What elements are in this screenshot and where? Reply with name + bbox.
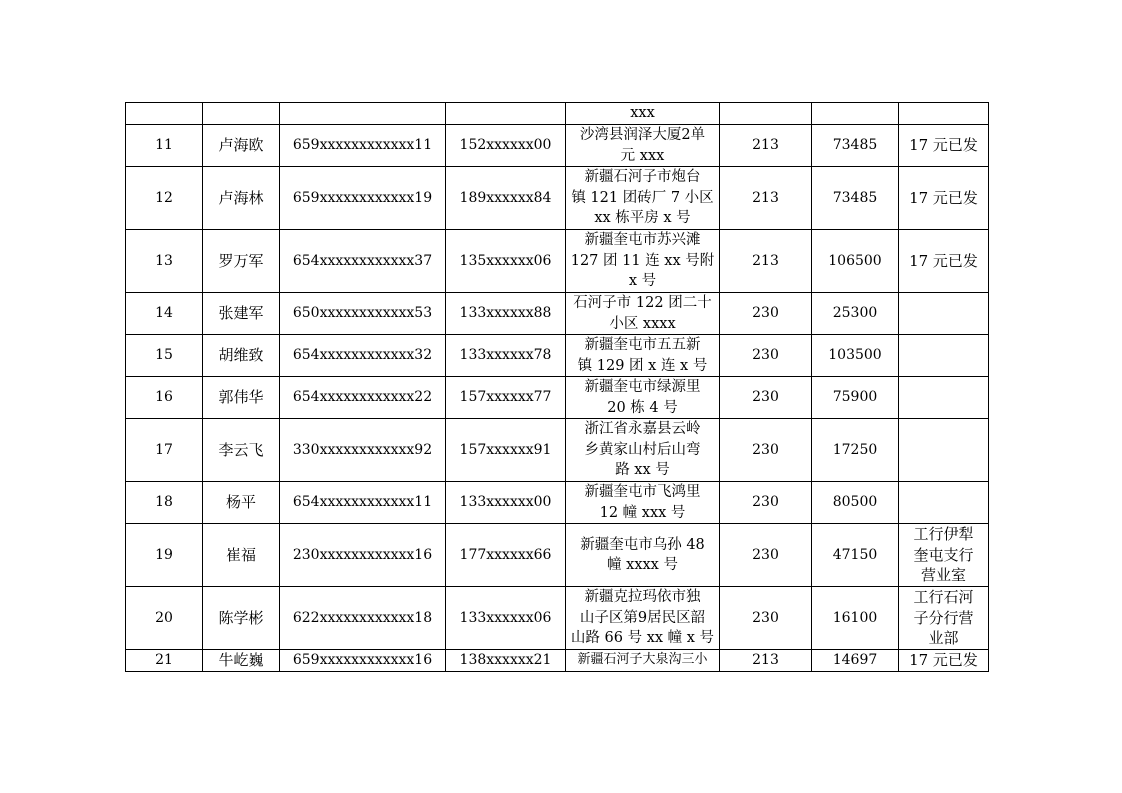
address-line: 乡黄家山村后山弯 [584, 441, 701, 458]
cell-amount: 103500 [812, 335, 899, 377]
cell-code: 230 [720, 377, 812, 419]
cell-remark [899, 482, 989, 524]
cell-address [566, 293, 720, 335]
cell-remark [899, 377, 989, 419]
cell-amount: 17250 [812, 419, 899, 482]
address-line: 小区 xxxx [609, 315, 676, 332]
cell-phone: 133xxxxxx06 [446, 587, 566, 650]
cell-amount: 75900 [812, 377, 899, 419]
table-row-top [126, 103, 989, 125]
remark-line: 奎屯支行 [913, 545, 974, 564]
cell-id: 659xxxxxxxxxxxx16 [280, 650, 446, 672]
cell-no [126, 103, 203, 125]
cell-id: 650xxxxxxxxxxxx53 [280, 293, 446, 335]
remark-line: 工行伊犁 [913, 525, 974, 544]
cell-code: 213 [720, 125, 812, 167]
cell-no: 21 [126, 650, 203, 672]
cell-id: 330xxxxxxxxxxxx92 [280, 419, 446, 482]
cell-name: 杨平 [203, 482, 280, 524]
cell-address [566, 419, 720, 482]
cell-code: 213 [720, 167, 812, 230]
cell-address [566, 587, 720, 650]
table-row [126, 167, 989, 230]
cell-code: 213 [720, 650, 812, 672]
table-row [126, 125, 989, 167]
address-line: 浙江省永嘉县云岭 [584, 421, 701, 438]
table-row [126, 230, 989, 293]
cell-no: 15 [126, 335, 203, 377]
cell-phone: 135xxxxxx06 [446, 230, 566, 293]
address-line: 新疆奎屯市五五新 [584, 337, 701, 353]
address-line: 幢 xxxx 号 [607, 557, 678, 573]
address-line: 镇 129 团 x 连 x 号 [577, 357, 708, 374]
cell-id: 654xxxxxxxxxxxx37 [280, 230, 446, 293]
table-body [126, 103, 989, 672]
cell-phone: 189xxxxxx84 [446, 167, 566, 230]
cell-remark [899, 103, 989, 125]
cell-phone: 133xxxxxx00 [446, 482, 566, 524]
address-line: 新疆奎屯市乌孙 48 [580, 536, 705, 553]
cell-phone: 133xxxxxx78 [446, 335, 566, 377]
cell-id: 230xxxxxxxxxxxx16 [280, 524, 446, 587]
address-line: xxx [630, 105, 655, 122]
cell-code: 230 [720, 293, 812, 335]
cell-name: 崔福 [203, 524, 280, 587]
table-row [126, 482, 989, 524]
cell-id: 654xxxxxxxxxxxx11 [280, 482, 446, 524]
table-row [126, 524, 989, 587]
cell-phone: 157xxxxxx91 [446, 419, 566, 482]
table-row [126, 650, 989, 672]
address-line: 127 团 11 连 xx 号附 [570, 252, 715, 269]
cell-code: 213 [720, 230, 812, 293]
table-row [126, 293, 989, 335]
remark-line: 17 元已发 [909, 251, 978, 270]
remark-line: 17 元已发 [909, 136, 978, 155]
cell-remark [899, 335, 989, 377]
remark-line: 17 元已发 [909, 188, 978, 207]
cell-remark [899, 293, 989, 335]
remark-line: 业部 [928, 629, 959, 648]
address-line: 新疆奎屯市飞鸿里 [584, 484, 701, 500]
address-line: 新疆石河子市炮台 [584, 169, 701, 186]
cell-amount: 16100 [812, 587, 899, 650]
table-row [126, 587, 989, 650]
cell-amount: 73485 [812, 125, 899, 167]
cell-address [566, 103, 720, 125]
cell-name: 陈学彬 [203, 587, 280, 650]
cell-amount: 80500 [812, 482, 899, 524]
address-line: 12 幢 xxx 号 [599, 504, 686, 521]
address-line: xx 栋平房 x 号 [594, 210, 691, 227]
cell-id [280, 103, 446, 125]
address-line: 新疆克拉玛依市独 [584, 589, 701, 606]
cell-no: 19 [126, 524, 203, 587]
cell-phone: 177xxxxxx66 [446, 524, 566, 587]
cell-address [566, 482, 720, 524]
cell-id: 622xxxxxxxxxxxx18 [280, 587, 446, 650]
cell-remark [899, 524, 989, 587]
cell-code: 230 [720, 587, 812, 650]
cell-code [720, 103, 812, 125]
cell-no: 17 [126, 419, 203, 482]
address-line: 20 栋 4 号 [607, 399, 678, 416]
cell-address [566, 167, 720, 230]
cell-name: 胡维致 [203, 335, 280, 377]
cell-id: 654xxxxxxxxxxxx22 [280, 377, 446, 419]
address-line: 元 xxx [620, 147, 665, 164]
cell-phone: 133xxxxxx88 [446, 293, 566, 335]
remark-line: 子分行营 [913, 608, 974, 627]
address-line: 镇 121 团砖厂 7 小区 [571, 189, 714, 206]
cell-amount: 73485 [812, 167, 899, 230]
cell-no: 20 [126, 587, 203, 650]
cell-address [566, 524, 720, 587]
remark-line: 17 元已发 [909, 651, 978, 669]
remark-line: 工行石河 [913, 588, 974, 607]
cell-no: 14 [126, 293, 203, 335]
address-line: 石河子市 122 团二十 [573, 295, 712, 311]
cell-phone: 157xxxxxx77 [446, 377, 566, 419]
cell-amount: 14697 [812, 650, 899, 672]
cell-code: 230 [720, 335, 812, 377]
cell-address [566, 125, 720, 167]
cell-name [203, 103, 280, 125]
cell-no: 13 [126, 230, 203, 293]
cell-phone: 138xxxxxx21 [446, 650, 566, 672]
cell-address [566, 650, 720, 672]
cell-phone: 152xxxxxx00 [446, 125, 566, 167]
cell-address [566, 335, 720, 377]
cell-remark [899, 419, 989, 482]
address-line: 新疆石河子大泉沟三小 [577, 652, 708, 667]
cell-no: 18 [126, 482, 203, 524]
cell-no: 11 [126, 125, 203, 167]
cell-address [566, 230, 720, 293]
remark-line: 营业室 [920, 566, 966, 585]
table-row [126, 377, 989, 419]
cell-no: 16 [126, 377, 203, 419]
cell-no: 12 [126, 167, 203, 230]
cell-name: 李云飞 [203, 419, 280, 482]
cell-remark [899, 230, 989, 293]
cell-id: 654xxxxxxxxxxxx32 [280, 335, 446, 377]
address-line: 新疆奎屯市绿源里 [584, 379, 701, 395]
cell-code: 230 [720, 419, 812, 482]
cell-code: 230 [720, 524, 812, 587]
roster-table [125, 102, 989, 672]
cell-amount [812, 103, 899, 125]
table-row [126, 335, 989, 377]
cell-name: 罗万军 [203, 230, 280, 293]
cell-name: 牛屹巍 [203, 650, 280, 672]
address-line: 山路 66 号 xx 幢 x 号 [570, 630, 715, 647]
address-line: 山子区第9居民区韶 [579, 609, 706, 626]
address-line: 沙湾县润泽大厦2单 [579, 127, 706, 143]
cell-name: 卢海林 [203, 167, 280, 230]
address-line: 路 xx 号 [615, 462, 670, 479]
cell-amount: 25300 [812, 293, 899, 335]
table-row [126, 419, 989, 482]
cell-address [566, 377, 720, 419]
cell-id: 659xxxxxxxxxxxx19 [280, 167, 446, 230]
cell-remark [899, 167, 989, 230]
address-line: x 号 [628, 273, 657, 290]
cell-name: 卢海欧 [203, 125, 280, 167]
cell-name: 郭伟华 [203, 377, 280, 419]
cell-name: 张建军 [203, 293, 280, 335]
address-line: 新疆奎屯市苏兴滩 [584, 232, 701, 249]
cell-id: 659xxxxxxxxxxxx11 [280, 125, 446, 167]
cell-code: 230 [720, 482, 812, 524]
cell-remark [899, 587, 989, 650]
cell-remark [899, 125, 989, 167]
cell-amount: 47150 [812, 524, 899, 587]
cell-remark [899, 650, 989, 672]
cell-phone [446, 103, 566, 125]
cell-amount: 106500 [812, 230, 899, 293]
